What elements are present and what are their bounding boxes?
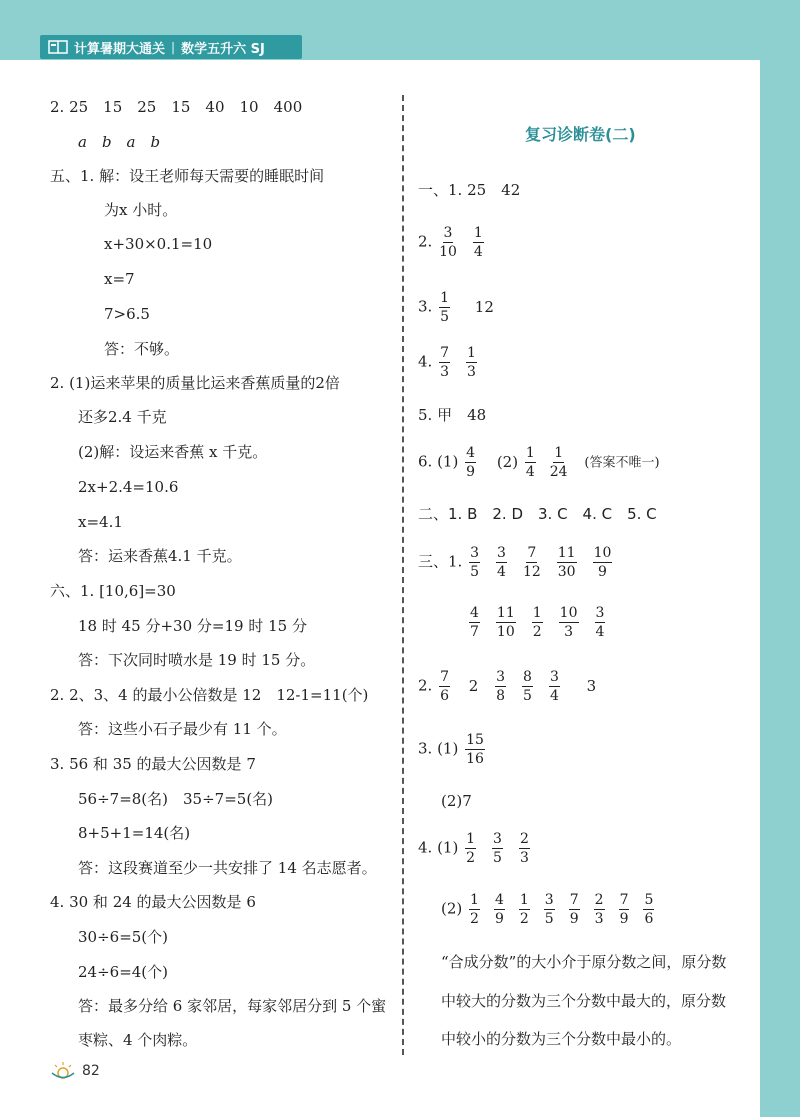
- explanation-line: 中较小的分数为三个分数中最小的。: [441, 1030, 682, 1048]
- numerator: 10: [593, 545, 612, 561]
- denominator: 16: [466, 751, 484, 767]
- answer-line: 二、1. B 2. D 3. C 4. C 5. C: [418, 505, 657, 523]
- answer-line: 56÷7=8(名) 35÷7=5(名): [78, 790, 274, 808]
- answer-line: 答：运来香蕉4.1 千克。: [78, 547, 242, 565]
- fraction: [594, 893, 605, 926]
- answer-line: 24÷6=4(个): [78, 963, 169, 981]
- denominator: 5: [440, 309, 450, 325]
- fraction: [519, 832, 530, 865]
- denominator: 4: [473, 244, 483, 260]
- book-header: [40, 35, 302, 59]
- numerator: 3: [496, 669, 506, 685]
- denominator: 6: [644, 911, 654, 927]
- fraction: [559, 606, 579, 639]
- fraction-group: [463, 831, 544, 866]
- answer-line: 18 时 45 分+30 分=19 时 15 分: [78, 617, 307, 635]
- denominator: 9: [619, 911, 629, 927]
- answer-line-fractions: [418, 832, 544, 865]
- numerator: 1: [466, 831, 476, 847]
- fraction: [595, 606, 606, 639]
- answer-value: 3: [586, 676, 597, 695]
- fraction-group: [493, 669, 574, 704]
- numerator: 1: [440, 290, 450, 306]
- denominator: 10: [496, 624, 515, 640]
- fraction: [522, 670, 533, 703]
- numerator: 1: [525, 445, 535, 461]
- numerator: 15: [466, 732, 484, 748]
- header-separator: |: [171, 40, 176, 54]
- fraction-group: [467, 545, 626, 580]
- fraction: [557, 546, 577, 579]
- answer-line: 枣粽、4 个肉粽。: [78, 1031, 198, 1049]
- fraction: [523, 546, 541, 579]
- fraction: [465, 446, 476, 479]
- answer-line: 一、1. 25 42: [418, 181, 521, 199]
- answer-line: (2)解：设运来香蕉 x 千克。: [78, 443, 268, 461]
- numerator: 8: [523, 669, 532, 685]
- numerator: 7: [440, 345, 450, 361]
- item-label: 2.: [418, 676, 433, 695]
- answer-note: (答案不唯一): [584, 455, 660, 471]
- numerator: 5: [644, 892, 654, 908]
- numerator: 7: [440, 669, 450, 685]
- answer-line: x=4.1: [78, 513, 123, 531]
- answer-line: 2. (1)运来苹果的质量比运来香蕉质量的2倍: [50, 374, 340, 392]
- denominator: 12: [522, 564, 541, 580]
- denominator: 3: [519, 850, 529, 866]
- denominator: 4: [525, 464, 535, 480]
- numerator: 3: [549, 669, 559, 685]
- fraction: [549, 670, 560, 703]
- numerator: 11: [496, 605, 515, 621]
- fraction: [492, 832, 503, 865]
- answer-line: 2. 25 15 25 15 40 10 400: [50, 98, 303, 116]
- denominator: 2: [466, 850, 476, 866]
- fraction: [439, 226, 457, 259]
- answer-line: 为x 小时。: [104, 201, 178, 219]
- answer-line-fractions: [418, 670, 596, 703]
- answer-line: 3. 56 和 35 的最大公因数是 7: [50, 755, 256, 773]
- answer-line-fractions: [418, 346, 491, 379]
- denominator: 9: [466, 464, 476, 480]
- denominator: 7: [470, 624, 479, 640]
- numerator: 4: [470, 605, 479, 621]
- numerator: 4: [494, 892, 504, 908]
- numerator: 3: [544, 892, 554, 908]
- numerator: 1: [473, 225, 483, 241]
- numerator: 1: [532, 605, 542, 621]
- answer-line-fractions: [418, 291, 494, 324]
- answer-line: x=7: [104, 270, 135, 288]
- numerator: 1: [554, 445, 564, 461]
- denominator: 9: [569, 911, 579, 927]
- fraction: [496, 606, 516, 639]
- numerator: 1: [519, 892, 529, 908]
- fraction: [466, 346, 477, 379]
- denominator: 3: [564, 624, 574, 640]
- fraction-group: [437, 345, 491, 380]
- denominator: 3: [440, 364, 450, 380]
- numerator: 3: [470, 545, 480, 561]
- denominator: 4: [595, 624, 605, 640]
- answer-line-fractions: [418, 446, 660, 479]
- fraction-group: [437, 290, 456, 325]
- section-title: 复习诊断卷(二): [525, 125, 636, 144]
- item-label: 4. (1): [418, 838, 459, 857]
- answer-line: 2. 2、3、4 的最小公倍数是 12 12-1=11(个): [50, 686, 369, 704]
- denominator: 9: [598, 564, 607, 580]
- fraction-group: [467, 892, 666, 927]
- fraction: [495, 670, 506, 703]
- item-label: 3. (1): [418, 739, 459, 758]
- fraction: [525, 446, 536, 479]
- fraction: [532, 606, 543, 639]
- numerator: 4: [466, 445, 476, 461]
- denominator: 6: [440, 688, 450, 704]
- answer-line-fractions: [418, 546, 626, 579]
- denominator: 3: [594, 911, 604, 927]
- subject-title: 数学五升六 SJ: [181, 41, 265, 57]
- answer-line: 五、1. 解：设王老师每天需要的睡眠时间: [50, 167, 325, 185]
- fraction: [544, 893, 555, 926]
- fraction: [494, 893, 505, 926]
- fraction: [439, 670, 450, 703]
- numerator: 10: [559, 605, 578, 621]
- answer-line: 答：这段赛道至少一共安排了 14 名志愿者。: [78, 859, 377, 877]
- numerator: 3: [493, 831, 502, 847]
- right-teal-margin: [760, 0, 800, 1117]
- fraction: [643, 893, 654, 926]
- fraction: [550, 446, 568, 479]
- fraction: [593, 546, 613, 579]
- sun-swirl-icon: [48, 1060, 78, 1082]
- numerator: 11: [557, 545, 576, 561]
- fraction: [519, 893, 530, 926]
- fraction: [619, 893, 630, 926]
- numerator: 3: [595, 605, 605, 621]
- fraction: [439, 346, 450, 379]
- fraction-group: [463, 732, 489, 767]
- denominator: 5: [470, 564, 480, 580]
- item-label: (2): [441, 899, 463, 918]
- denominator: 4: [497, 564, 506, 580]
- fraction: [496, 546, 507, 579]
- answer-line-fractions: [418, 226, 498, 259]
- item-label: 3.: [418, 297, 433, 316]
- answer-line: 答：这些小石子最少有 11 个。: [78, 720, 287, 738]
- denominator: 8: [496, 688, 506, 704]
- denominator: 2: [532, 624, 542, 640]
- denominator: 5: [544, 911, 554, 927]
- answer-line: 还多2.4 千克: [78, 408, 167, 426]
- series-title: 计算暑期大通关: [74, 41, 166, 57]
- answer-line: 30÷6=5(个): [78, 928, 169, 946]
- explanation-line: “合成分数”的大小介于原分数之间，原分数: [441, 953, 727, 971]
- answer-line: 7>6.5: [104, 305, 150, 323]
- denominator: 2: [519, 911, 529, 927]
- numerator: 7: [569, 892, 579, 908]
- numerator: 1: [470, 892, 479, 908]
- numerator: 7: [619, 892, 629, 908]
- answer-line: 答：最多分给 6 家邻居，每家邻居分到 5 个蜜: [78, 997, 387, 1015]
- fraction-group: [467, 605, 619, 640]
- numerator: 1: [467, 345, 476, 361]
- item-label: 4.: [418, 352, 433, 371]
- answer-line: a b a b: [78, 133, 161, 151]
- answer-line: x+30×0.1=10: [104, 235, 213, 253]
- denominator: 9: [494, 911, 504, 927]
- answer-line: 4. 30 和 24 的最大公因数是 6: [50, 893, 256, 911]
- fraction: [465, 832, 476, 865]
- denominator: 4: [549, 688, 559, 704]
- fraction-group: [523, 445, 580, 480]
- denominator: 24: [549, 464, 568, 480]
- explanation-line: 中较大的分数为三个分数中最大的，原分数: [441, 992, 727, 1010]
- answer-line: (2)7: [441, 792, 472, 810]
- denominator: 30: [557, 564, 576, 580]
- item-label: 2.: [418, 232, 433, 251]
- numerator: 3: [497, 545, 506, 561]
- denominator: 3: [467, 364, 476, 380]
- answer-line-fractions: [467, 606, 619, 639]
- fraction: [469, 893, 480, 926]
- fraction: [439, 291, 450, 324]
- answer-value: 2: [468, 676, 479, 695]
- denominator: 2: [470, 911, 479, 927]
- numerator: 3: [443, 225, 453, 241]
- book-icon: [48, 40, 68, 54]
- answer-line: 5. 甲 48: [418, 406, 487, 424]
- numerator: 2: [594, 892, 604, 908]
- fraction: [473, 226, 484, 259]
- answer-line: 答：下次同时喷水是 19 时 15 分。: [78, 651, 316, 669]
- answer-line: 六、1. [10,6]=30: [50, 582, 176, 600]
- fraction: [469, 606, 480, 639]
- item-label: 三、1.: [418, 552, 463, 571]
- column-divider: [402, 95, 404, 1055]
- fraction: [465, 733, 485, 766]
- page-number: 82: [82, 1063, 100, 1079]
- fraction: [569, 893, 580, 926]
- answer-line-fractions: [418, 733, 489, 766]
- answer-line: 2x+2.4=10.6: [78, 478, 179, 496]
- answer-line: 答：不够。: [104, 340, 180, 358]
- denominator: 5: [523, 688, 532, 704]
- answer-value: 12: [474, 297, 494, 316]
- denominator: 5: [493, 850, 502, 866]
- denominator: 10: [439, 244, 457, 260]
- numerator: 2: [519, 831, 529, 847]
- answer-line: 8+5+1=14(名): [78, 824, 191, 842]
- fraction-group: [437, 225, 498, 260]
- fraction-group: [437, 669, 454, 704]
- numerator: 7: [527, 545, 537, 561]
- answer-line-fractions: [441, 893, 666, 926]
- fraction: [469, 546, 480, 579]
- item-label: 6. (1): [418, 452, 459, 471]
- fraction-group: [463, 445, 480, 480]
- item-label: (2): [496, 452, 519, 471]
